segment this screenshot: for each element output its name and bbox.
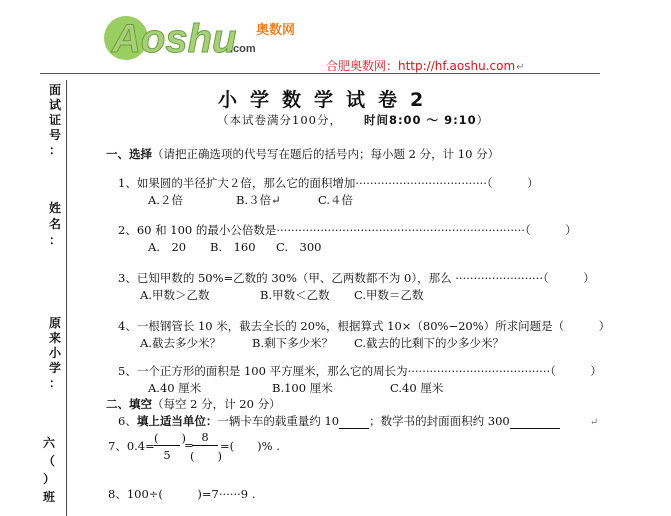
paper-subtitle: （本试卷满分100分， 时间8:00 ～ 9:10） xyxy=(217,113,490,127)
section1-instruction: （请把正确选项的代号写在题后的括号内；每小题 2 分，计 10 分） xyxy=(152,147,500,161)
site-link[interactable] xyxy=(326,57,525,74)
section2-heading: 二、填空 xyxy=(106,397,152,411)
header-rule xyxy=(40,73,600,74)
q3-option-b: B.甲数＜乙数 xyxy=(260,288,330,302)
margin-exam-id-label: 面 试 证 号 ： xyxy=(48,83,61,157)
question-2-stem: 2、60 和 100 的最小公倍数是····································································（ ） xyxy=(118,223,577,237)
q7-equals: = xyxy=(184,438,194,452)
q1-option-b: B.３倍↵ xyxy=(236,193,281,207)
q2-option-b: B. 160 xyxy=(210,240,256,254)
margin-name-label: 姓 名 ： xyxy=(48,201,61,247)
q7-fraction-bar-1 xyxy=(154,445,180,446)
site-link-text[interactable]: 合肥奥数网：http://hf.aoshu.com xyxy=(326,59,516,73)
q1-option-c: C.４倍 xyxy=(318,193,354,207)
q7-numerator-2: 8 xyxy=(201,430,209,444)
section1-header xyxy=(106,146,499,162)
q7-tail: =( )% . xyxy=(220,439,280,453)
question-5-stem: 5、一个正方形的面积是 100 平方厘米，那么它的周长为·······································（ ） xyxy=(118,364,602,378)
q5-option-b: B.100 厘米 xyxy=(272,381,333,395)
q5-option-c: C.40 厘米 xyxy=(390,381,444,395)
q4-option-c: C.截去的比剩下的少多少米？ xyxy=(354,336,505,350)
section1-heading: 一、选择 xyxy=(106,147,152,161)
q6-blank-1[interactable] xyxy=(339,416,369,429)
section2-header xyxy=(106,396,281,412)
aoshu-logo xyxy=(104,8,304,66)
q7-denominator-1: 5 xyxy=(163,448,171,462)
question-1-stem: 1、如果圆的半径扩大２倍，那么它的面积增加····································（ ） xyxy=(118,176,539,190)
margin-class-label: 六 （ ） 班 xyxy=(42,436,55,504)
q7-numerator-1[interactable]: ( ) xyxy=(154,431,186,445)
question-3-stem: 3、已知甲数的 50%=乙数的 30%（甲、乙两数都不为 0），那么 ························（ ） xyxy=(118,271,595,285)
question-8: 8、100÷( )=7······9 . xyxy=(108,487,256,501)
q7-lead: 7、0.4= xyxy=(108,439,155,453)
logo-word: Aoshu xyxy=(112,17,237,61)
question-4-stem: 4、一根钢管长 10 米，截去全长的 20%，根据算式 10×（80%−20%）所求问题是（ ） xyxy=(118,319,611,333)
q3-option-c: C.甲数＝乙数 xyxy=(354,288,424,302)
binding-line xyxy=(66,80,67,516)
question-6: 6、填上适当单位：一辆卡车的载重量约 10 ；数学书的封面面积约 300 ↵ xyxy=(118,414,599,428)
q4-option-b: B.剩下多少米？ xyxy=(252,336,334,350)
q7-denominator-2[interactable]: ( ) xyxy=(190,449,222,463)
q1-option-a: A.２倍 xyxy=(148,193,183,207)
margin-school-label: 原 来 小 学 ： xyxy=(48,316,61,390)
section2-instruction: （每空 2 分，计 20 分） xyxy=(152,397,281,411)
q3-option-a: A.甲数＞乙数 xyxy=(140,288,210,302)
paper-title: 小学数学试卷2 xyxy=(218,89,437,111)
paragraph-mark-icon: ↵ xyxy=(589,417,599,428)
q5-option-a: A.40 厘米 xyxy=(148,381,202,395)
q4-option-a: A.截去多少米？ xyxy=(140,336,221,350)
q6-blank-2[interactable] xyxy=(510,416,560,429)
q2-option-c: C. 300 xyxy=(276,240,322,254)
logo-com: .com xyxy=(230,43,256,55)
logo-cn: 奥数网 xyxy=(256,23,296,38)
paragraph-mark-icon: ↵ xyxy=(516,62,525,73)
q7-fraction-bar-2 xyxy=(192,445,218,446)
q2-option-a: A. 20 xyxy=(148,240,187,254)
